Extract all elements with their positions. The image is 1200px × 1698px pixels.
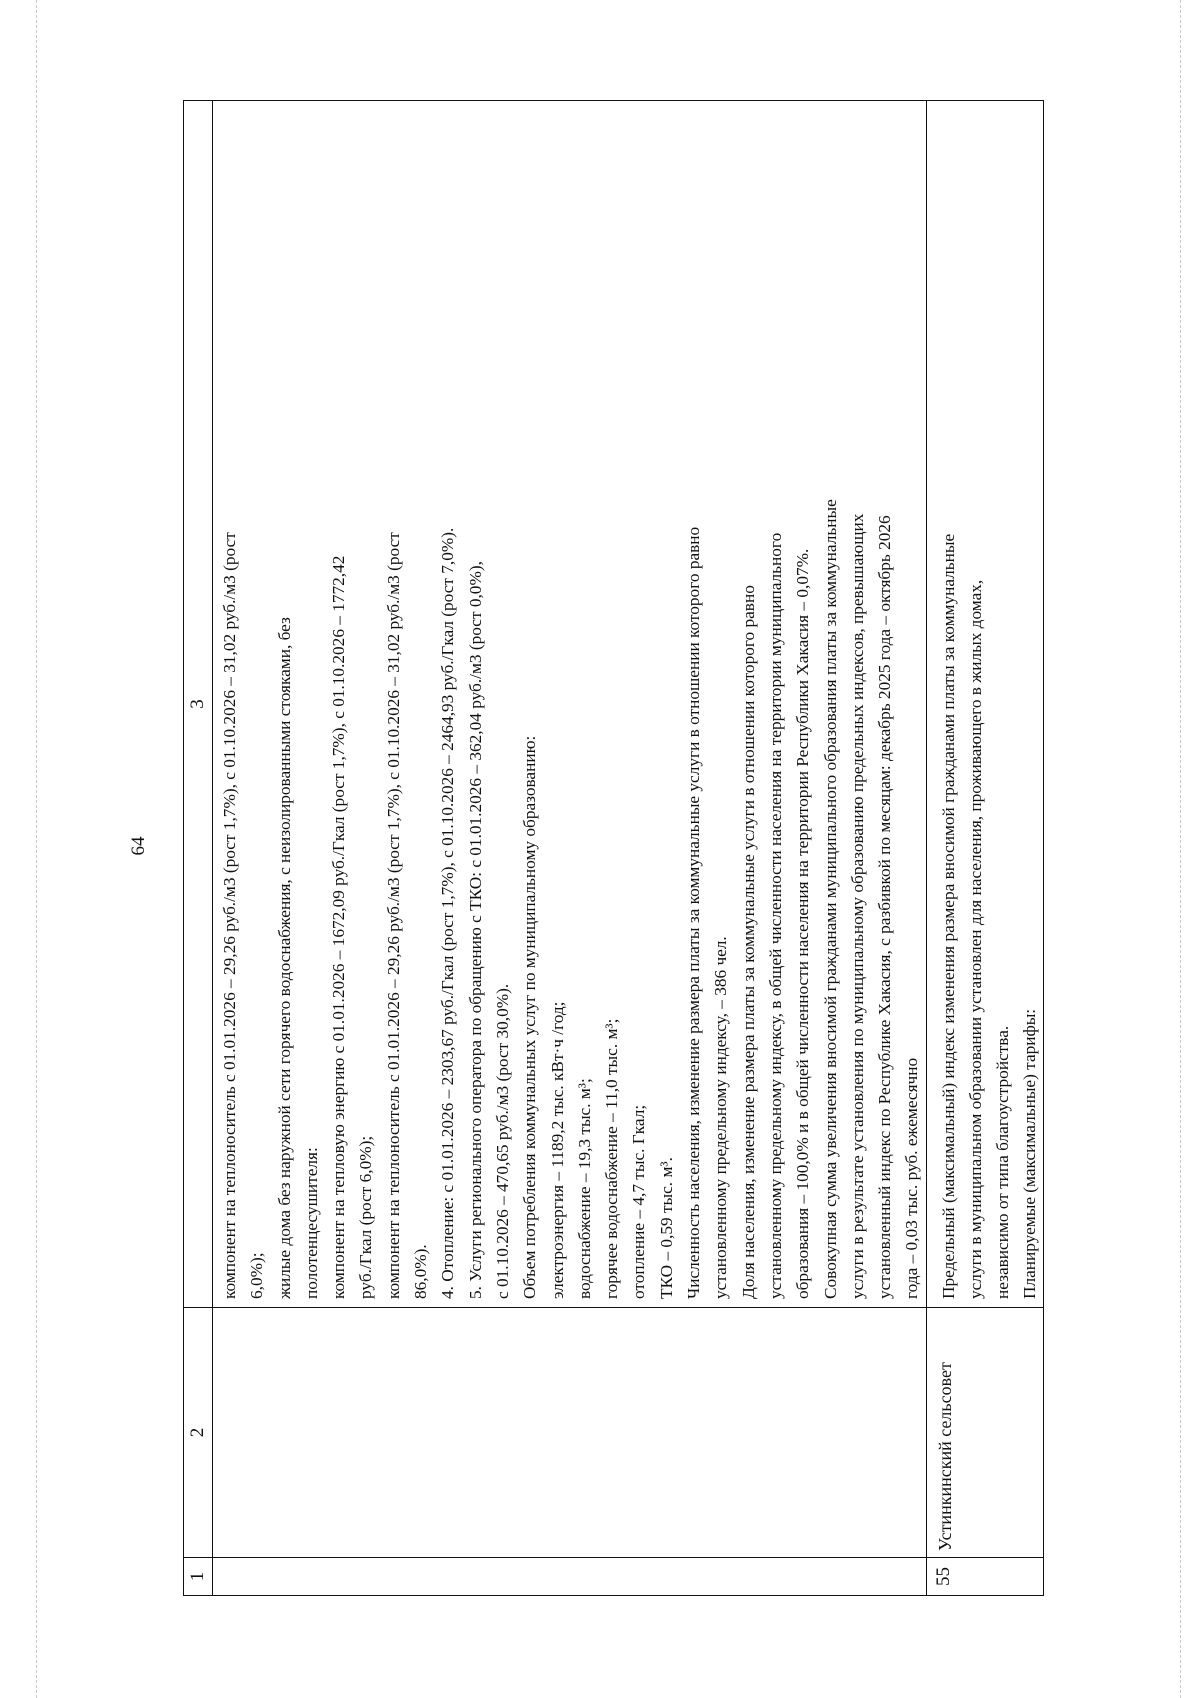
text-line: 86,0%).	[411, 1244, 431, 1299]
text-line: компонент на теплоноситель с 01.01.2026 – 29,26 руб./м3 (рост 1,7%), с 01.10.2026 – 31,02 руб./м3 (рост	[220, 532, 239, 1299]
text-line: горячее водоснабжение – 11,0 тыс. м³;	[602, 1018, 622, 1299]
text-line: установленному предельному индексу, – 386 чел.	[711, 936, 731, 1299]
text-line: полотенцесушителя:	[301, 1147, 321, 1299]
text-line: Численность населения, изменение размера платы за коммунальные услуги в отношении которого равно	[684, 526, 704, 1299]
text-line: с 01.10.2026 – 470,65 руб./м3 (рост 30,0%).	[492, 983, 512, 1299]
text-line: компонент на тепловую энергию с 01.01.2026 – 1672,09 руб./Гкал (рост 1,7%), с 01.10.2026 – 1772,42	[329, 555, 349, 1299]
text-line: руб./Гкал (рост 6,0%);	[356, 1135, 376, 1299]
text-line: независимо от типа благоустройства.	[992, 1025, 1012, 1299]
text-line: Предельный (максимальный) индекс изменения размера вносимой гражданами платы за коммунальные	[938, 533, 958, 1299]
row-description	[213, 101, 927, 1308]
text-line: компонент на теплоноситель с 01.01.2026 – 29,26 руб./м3 (рост 1,7%), с 01.10.2026 – 31,02 руб./м3 (рост	[383, 532, 403, 1299]
text-line: жилые дома без наружной сети горячего водоснабжения, с неизолированными стояками, без	[274, 617, 294, 1299]
scan-edge-right	[1180, 0, 1181, 1698]
text-line: электроэнергия – 1189,2 тыс. кВт·ч /год;	[547, 1001, 567, 1299]
rotated-table-wrapper	[183, 100, 1039, 1596]
row-number	[213, 1558, 927, 1596]
text-line: установленный индекс по Республике Хакасия, с разбивкой по месяцам: декабрь 2025 года – октябрь 2026	[875, 515, 895, 1299]
text-line: услуги в муниципальном образовании установлен для населения, проживающего в жилых домах,	[965, 579, 985, 1299]
scan-edge-left	[36, 0, 37, 1698]
text-line: услуги в результате установления по муниципальному образованию предельных индексов, превышающих	[847, 513, 867, 1299]
table-header-row	[184, 101, 213, 1596]
text-line: Совокупная сумма увеличения вносимой гражданами муниципального образования платы за коммунальные	[820, 499, 840, 1299]
municipality-name: Устинкинский сельсовет	[926, 1308, 1043, 1558]
text-line: года – 0,03 тыс. руб. ежемесячно	[902, 1057, 922, 1299]
text-line: установленному предельному индексу, в общей численности населения на территории муниципального	[765, 532, 785, 1299]
text-line: образования – 100,0% и в общей численности населения на территории Республики Хакасия – 0,07%.	[793, 548, 813, 1299]
text-line: Планируемые (максимальные) тарифы:	[1019, 1008, 1039, 1299]
text-line: ТКО – 0,59 тыс. м³.	[656, 1157, 676, 1299]
text-line: Объем потребления коммунальных услуг по муниципальному образованию:	[520, 735, 540, 1299]
header-col-3: 3	[184, 101, 213, 1308]
text-line: 5. Услуги регионального оператора по обращению с ТКО: с 01.01.2026 – 362,04 руб./м3 (рост 0,0%),	[465, 561, 485, 1299]
row-description	[926, 101, 1043, 1308]
text-line: водоснабжение – 19,3 тыс. м³;	[574, 1078, 594, 1299]
text-line: отопление – 4,7 тыс. Гкал;	[629, 1104, 649, 1299]
header-col-2: 2	[184, 1308, 213, 1558]
table-row	[926, 101, 1043, 1596]
table-row	[213, 101, 927, 1596]
row-number: 55	[926, 1558, 1043, 1596]
text-line: Доля населения, изменение размера платы за коммунальные услуги в отношении которого равно	[738, 585, 758, 1299]
header-col-1: 1	[184, 1558, 213, 1596]
text-line: 6,0%);	[247, 1252, 267, 1299]
municipality-name	[213, 1308, 927, 1558]
text-line: 4. Отопление: с 01.01.2026 – 2303,67 руб./Гкал (рост 1,7%), с 01.10.2026 – 2464,93 руб./Гкал (рост 7,0%).	[438, 527, 458, 1299]
page-number: 64	[128, 836, 149, 856]
tariff-table	[183, 100, 1044, 1596]
